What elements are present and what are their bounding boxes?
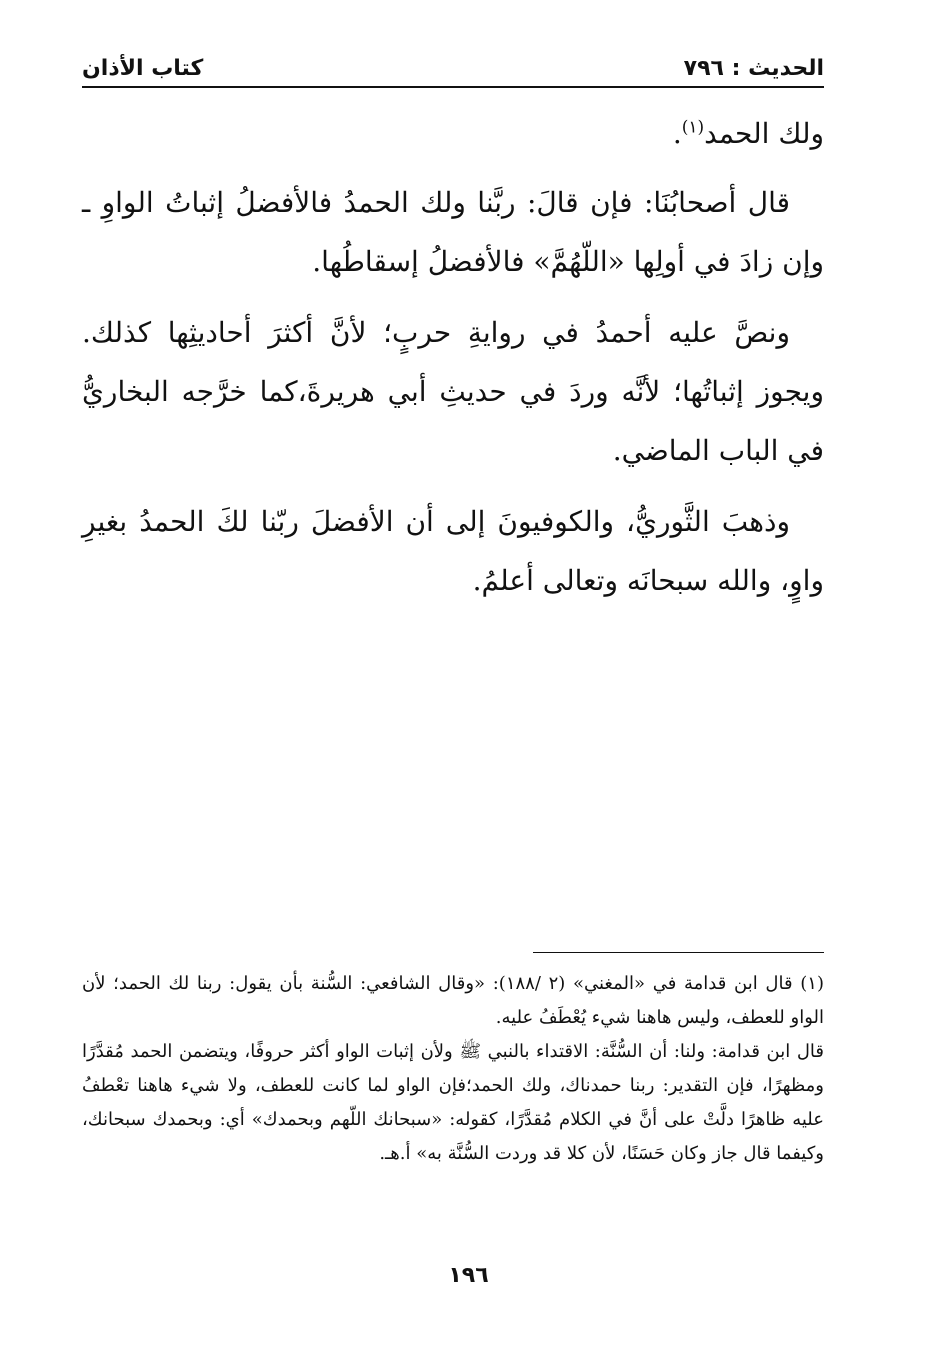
paragraph-3: ونصَّ عليه أحمدُ في روايةِ حربٍ؛ لأنَّ أكثرَ أحاديثِها كذلك. ويجوز إثباتُها؛ لأنَّه وردَ في حديثِ أبي هريرةَ،كما خرَّجه البخاريُّ في الباب الماضي. [82,316,824,467]
footnote-1-line-2: قال ابن قدامة: ولنا: أن السُّنَّة: الاقتداء بالنبي ﷺ ولأن إثبات الواو أكثر حروفًا، ويتضمن الحمد مُقدَّرًا ومظهرًا، فإن التقدير: ربنا حمدناك، ولك الحمد؛فإن الواو لما كانت للعطف، ولا شيء هاهنا تعْطفُ عليه ظاهرًا دلَّتْ على أنَّ في الكلام مُقدَّرًا، كقوله: «سبحانك اللّهم وبحمدك» أي: وبحمدك سبحانك، وكيفما قال جاز وكان حَسَنًا، لأن كلا قد وردت السُّنَّة به» أ.هـ. [82,1041,824,1164]
footnote-1-line-1: (١) قال ابن قدامة في «المغني» (٢ /١٨٨): «وقال الشافعي: السُّنة بأن يقول: ربنا لك الحمد؛ لأن الواو للعطف، وليس هاهنا شيء يُعْطَفُ عليه. [82,973,824,1028]
hadith-number-label: الحديث : ٧٩٦ [683,55,824,81]
paragraph-1 [82,104,824,163]
footnotes [82,967,824,1171]
main-text [82,104,824,622]
footnote-marker: (١) [681,117,705,138]
header-divider [82,86,824,88]
paragraph-4: وذهبَ الثَّوريُّ، والكوفيونَ إلى أن الأفضلَ ربّنا لكَ الحمدُ بغيرِ واوٍ، والله سبحانَه وتعالى أعلمُ. [82,505,824,597]
book-title: كتاب الأذان [82,55,204,81]
paragraph-2: قال أصحابُنَا: فإن قالَ: ربَّنا ولك الحمدُ فالأفضلُ إثباتُ الواوِ ـ وإن زادَ في أولِها «اللّهُمَّ» فالأفضلُ إسقاطُها. [82,186,824,278]
paragraph-1-text: ولك الحمد [704,117,824,150]
page-number: ١٩٦ [448,1263,489,1288]
running-header [82,52,824,84]
paragraph-1-end: . [672,117,682,150]
footnote-divider [533,952,824,953]
